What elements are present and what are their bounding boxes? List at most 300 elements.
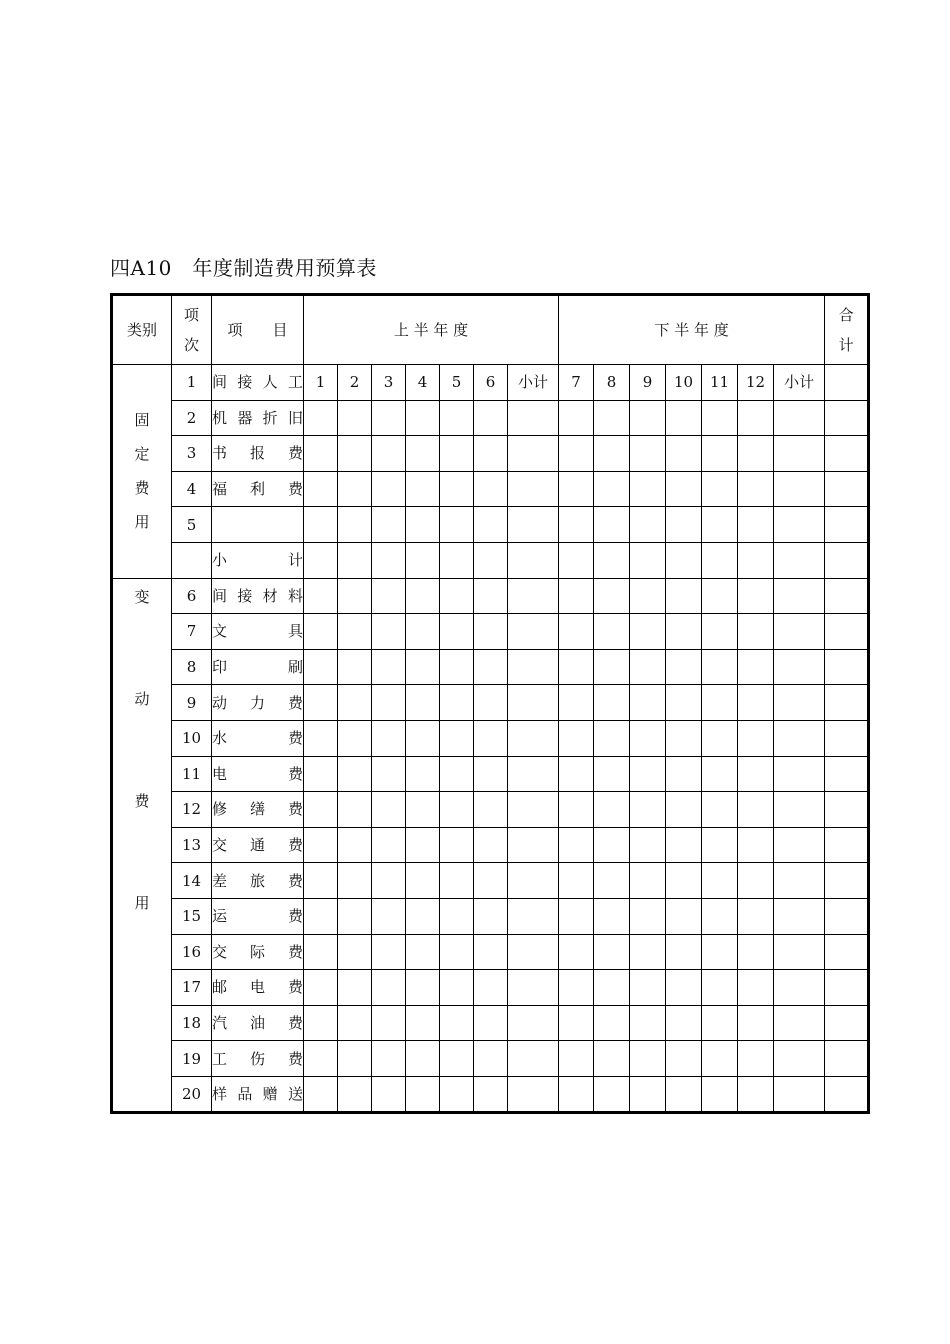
- value-cell[interactable]: [702, 720, 738, 756]
- value-cell[interactable]: [738, 863, 774, 899]
- value-cell[interactable]: [372, 1005, 406, 1041]
- value-cell[interactable]: [738, 898, 774, 934]
- value-cell[interactable]: [508, 756, 559, 792]
- value-cell[interactable]: [338, 1041, 372, 1077]
- value-cell[interactable]: [372, 827, 406, 863]
- value-cell[interactable]: [630, 898, 666, 934]
- value-cell[interactable]: [508, 649, 559, 685]
- value-cell[interactable]: [666, 827, 702, 863]
- value-cell[interactable]: [702, 507, 738, 543]
- value-cell[interactable]: [666, 792, 702, 828]
- value-cell[interactable]: [594, 614, 630, 650]
- value-cell[interactable]: [304, 898, 338, 934]
- value-cell[interactable]: [559, 792, 594, 828]
- value-cell[interactable]: [474, 1076, 508, 1113]
- value-cell[interactable]: [508, 863, 559, 899]
- value-cell[interactable]: [774, 970, 825, 1006]
- value-cell[interactable]: [338, 934, 372, 970]
- value-cell[interactable]: [594, 400, 630, 436]
- value-cell[interactable]: [559, 436, 594, 472]
- value-cell[interactable]: [440, 436, 474, 472]
- value-cell[interactable]: [304, 507, 338, 543]
- value-cell[interactable]: [594, 685, 630, 721]
- total-cell[interactable]: [825, 365, 869, 401]
- value-cell[interactable]: [474, 934, 508, 970]
- value-cell[interactable]: [825, 471, 869, 507]
- value-cell[interactable]: [774, 436, 825, 472]
- value-cell[interactable]: [630, 1076, 666, 1113]
- value-cell[interactable]: [338, 720, 372, 756]
- value-cell[interactable]: [304, 756, 338, 792]
- value-cell[interactable]: [372, 578, 406, 614]
- value-cell[interactable]: [338, 970, 372, 1006]
- value-cell[interactable]: [508, 685, 559, 721]
- value-cell[interactable]: [774, 400, 825, 436]
- value-cell[interactable]: [774, 649, 825, 685]
- value-cell[interactable]: [304, 436, 338, 472]
- value-cell[interactable]: [774, 507, 825, 543]
- value-cell[interactable]: [702, 578, 738, 614]
- value-cell[interactable]: [666, 863, 702, 899]
- value-cell[interactable]: [508, 827, 559, 863]
- value-cell[interactable]: [474, 1041, 508, 1077]
- value-cell[interactable]: [474, 400, 508, 436]
- value-cell[interactable]: [304, 863, 338, 899]
- value-cell[interactable]: [440, 756, 474, 792]
- value-cell[interactable]: [338, 863, 372, 899]
- value-cell[interactable]: [666, 898, 702, 934]
- value-cell[interactable]: [630, 827, 666, 863]
- value-cell[interactable]: [666, 1076, 702, 1113]
- value-cell[interactable]: [666, 1041, 702, 1077]
- value-cell[interactable]: [774, 578, 825, 614]
- value-cell[interactable]: [338, 756, 372, 792]
- value-cell[interactable]: [559, 649, 594, 685]
- value-cell[interactable]: [474, 863, 508, 899]
- value-cell[interactable]: [304, 720, 338, 756]
- value-cell[interactable]: [594, 792, 630, 828]
- value-cell[interactable]: [406, 471, 440, 507]
- value-cell[interactable]: [474, 970, 508, 1006]
- value-cell[interactable]: [474, 614, 508, 650]
- value-cell[interactable]: [825, 578, 869, 614]
- value-cell[interactable]: [406, 792, 440, 828]
- value-cell[interactable]: [474, 685, 508, 721]
- value-cell[interactable]: [702, 614, 738, 650]
- value-cell[interactable]: [440, 1005, 474, 1041]
- value-cell[interactable]: [508, 898, 559, 934]
- value-cell[interactable]: [702, 542, 738, 578]
- value-cell[interactable]: [440, 471, 474, 507]
- value-cell[interactable]: [666, 934, 702, 970]
- value-cell[interactable]: [508, 436, 559, 472]
- value-cell[interactable]: [702, 1041, 738, 1077]
- value-cell[interactable]: [372, 400, 406, 436]
- value-cell[interactable]: [440, 649, 474, 685]
- value-cell[interactable]: [372, 970, 406, 1006]
- value-cell[interactable]: [406, 578, 440, 614]
- value-cell[interactable]: [338, 792, 372, 828]
- value-cell[interactable]: [372, 542, 406, 578]
- value-cell[interactable]: [440, 720, 474, 756]
- value-cell[interactable]: [559, 542, 594, 578]
- value-cell[interactable]: [630, 400, 666, 436]
- value-cell[interactable]: [738, 1005, 774, 1041]
- value-cell[interactable]: [440, 685, 474, 721]
- value-cell[interactable]: [630, 1005, 666, 1041]
- value-cell[interactable]: [702, 1005, 738, 1041]
- value-cell[interactable]: [702, 827, 738, 863]
- value-cell[interactable]: [825, 827, 869, 863]
- value-cell[interactable]: [559, 1005, 594, 1041]
- value-cell[interactable]: [666, 720, 702, 756]
- value-cell[interactable]: [666, 685, 702, 721]
- value-cell[interactable]: [630, 578, 666, 614]
- value-cell[interactable]: [508, 542, 559, 578]
- value-cell[interactable]: [338, 578, 372, 614]
- value-cell[interactable]: [372, 649, 406, 685]
- value-cell[interactable]: [825, 1041, 869, 1077]
- value-cell[interactable]: [825, 400, 869, 436]
- value-cell[interactable]: [304, 1076, 338, 1113]
- value-cell[interactable]: [338, 507, 372, 543]
- value-cell[interactable]: [774, 1041, 825, 1077]
- value-cell[interactable]: [559, 507, 594, 543]
- value-cell[interactable]: [474, 720, 508, 756]
- value-cell[interactable]: [559, 614, 594, 650]
- value-cell[interactable]: [825, 542, 869, 578]
- value-cell[interactable]: [559, 1041, 594, 1077]
- value-cell[interactable]: [338, 614, 372, 650]
- value-cell[interactable]: [738, 507, 774, 543]
- value-cell[interactable]: [338, 685, 372, 721]
- value-cell[interactable]: [508, 400, 559, 436]
- value-cell[interactable]: [440, 827, 474, 863]
- value-cell[interactable]: [702, 436, 738, 472]
- value-cell[interactable]: [630, 436, 666, 472]
- value-cell[interactable]: [304, 1005, 338, 1041]
- value-cell[interactable]: [440, 898, 474, 934]
- value-cell[interactable]: [702, 898, 738, 934]
- value-cell[interactable]: [738, 614, 774, 650]
- value-cell[interactable]: [508, 507, 559, 543]
- value-cell[interactable]: [702, 649, 738, 685]
- value-cell[interactable]: [774, 863, 825, 899]
- value-cell[interactable]: [738, 649, 774, 685]
- value-cell[interactable]: [594, 863, 630, 899]
- value-cell[interactable]: [508, 934, 559, 970]
- value-cell[interactable]: [825, 863, 869, 899]
- value-cell[interactable]: [702, 863, 738, 899]
- value-cell[interactable]: [738, 827, 774, 863]
- value-cell[interactable]: [508, 792, 559, 828]
- value-cell[interactable]: [406, 720, 440, 756]
- value-cell[interactable]: [630, 471, 666, 507]
- value-cell[interactable]: [630, 685, 666, 721]
- value-cell[interactable]: [304, 970, 338, 1006]
- value-cell[interactable]: [559, 720, 594, 756]
- value-cell[interactable]: [825, 507, 869, 543]
- value-cell[interactable]: [774, 756, 825, 792]
- value-cell[interactable]: [738, 1041, 774, 1077]
- value-cell[interactable]: [474, 898, 508, 934]
- value-cell[interactable]: [559, 970, 594, 1006]
- value-cell[interactable]: [702, 970, 738, 1006]
- value-cell[interactable]: [738, 792, 774, 828]
- value-cell[interactable]: [440, 614, 474, 650]
- value-cell[interactable]: [440, 1041, 474, 1077]
- value-cell[interactable]: [440, 578, 474, 614]
- value-cell[interactable]: [738, 685, 774, 721]
- value-cell[interactable]: [594, 542, 630, 578]
- value-cell[interactable]: [304, 934, 338, 970]
- value-cell[interactable]: [508, 720, 559, 756]
- value-cell[interactable]: [738, 578, 774, 614]
- value-cell[interactable]: [372, 1041, 406, 1077]
- value-cell[interactable]: [738, 720, 774, 756]
- value-cell[interactable]: [825, 720, 869, 756]
- value-cell[interactable]: [630, 614, 666, 650]
- value-cell[interactable]: [774, 934, 825, 970]
- value-cell[interactable]: [702, 756, 738, 792]
- value-cell[interactable]: [508, 1041, 559, 1077]
- value-cell[interactable]: [304, 471, 338, 507]
- value-cell[interactable]: [304, 542, 338, 578]
- value-cell[interactable]: [666, 507, 702, 543]
- value-cell[interactable]: [474, 471, 508, 507]
- value-cell[interactable]: [440, 934, 474, 970]
- value-cell[interactable]: [825, 685, 869, 721]
- value-cell[interactable]: [774, 720, 825, 756]
- value-cell[interactable]: [630, 720, 666, 756]
- value-cell[interactable]: [406, 934, 440, 970]
- value-cell[interactable]: [372, 756, 406, 792]
- value-cell[interactable]: [372, 1076, 406, 1113]
- value-cell[interactable]: [702, 400, 738, 436]
- value-cell[interactable]: [372, 614, 406, 650]
- value-cell[interactable]: [440, 970, 474, 1006]
- value-cell[interactable]: [440, 542, 474, 578]
- value-cell[interactable]: [474, 649, 508, 685]
- value-cell[interactable]: [338, 827, 372, 863]
- value-cell[interactable]: [825, 898, 869, 934]
- value-cell[interactable]: [666, 471, 702, 507]
- value-cell[interactable]: [594, 1076, 630, 1113]
- value-cell[interactable]: [440, 400, 474, 436]
- value-cell[interactable]: [594, 436, 630, 472]
- value-cell[interactable]: [666, 542, 702, 578]
- value-cell[interactable]: [559, 471, 594, 507]
- value-cell[interactable]: [559, 1076, 594, 1113]
- value-cell[interactable]: [406, 898, 440, 934]
- value-cell[interactable]: [559, 898, 594, 934]
- value-cell[interactable]: [440, 507, 474, 543]
- value-cell[interactable]: [304, 649, 338, 685]
- value-cell[interactable]: [508, 970, 559, 1006]
- value-cell[interactable]: [774, 542, 825, 578]
- value-cell[interactable]: [825, 970, 869, 1006]
- value-cell[interactable]: [594, 471, 630, 507]
- value-cell[interactable]: [406, 400, 440, 436]
- value-cell[interactable]: [774, 614, 825, 650]
- value-cell[interactable]: [372, 863, 406, 899]
- value-cell[interactable]: [406, 649, 440, 685]
- value-cell[interactable]: [666, 400, 702, 436]
- value-cell[interactable]: [666, 436, 702, 472]
- value-cell[interactable]: [774, 898, 825, 934]
- value-cell[interactable]: [559, 827, 594, 863]
- value-cell[interactable]: [372, 436, 406, 472]
- value-cell[interactable]: [738, 1076, 774, 1113]
- value-cell[interactable]: [594, 970, 630, 1006]
- value-cell[interactable]: [666, 649, 702, 685]
- value-cell[interactable]: [774, 1076, 825, 1113]
- value-cell[interactable]: [474, 756, 508, 792]
- value-cell[interactable]: [338, 1076, 372, 1113]
- value-cell[interactable]: [474, 792, 508, 828]
- value-cell[interactable]: [630, 863, 666, 899]
- value-cell[interactable]: [406, 542, 440, 578]
- value-cell[interactable]: [594, 1041, 630, 1077]
- value-cell[interactable]: [774, 685, 825, 721]
- value-cell[interactable]: [406, 1076, 440, 1113]
- value-cell[interactable]: [474, 1005, 508, 1041]
- value-cell[interactable]: [666, 1005, 702, 1041]
- value-cell[interactable]: [630, 542, 666, 578]
- value-cell[interactable]: [702, 685, 738, 721]
- value-cell[interactable]: [304, 614, 338, 650]
- value-cell[interactable]: [559, 685, 594, 721]
- value-cell[interactable]: [666, 756, 702, 792]
- value-cell[interactable]: [304, 792, 338, 828]
- value-cell[interactable]: [825, 1076, 869, 1113]
- value-cell[interactable]: [559, 863, 594, 899]
- value-cell[interactable]: [372, 507, 406, 543]
- value-cell[interactable]: [372, 934, 406, 970]
- value-cell[interactable]: [406, 970, 440, 1006]
- value-cell[interactable]: [825, 649, 869, 685]
- value-cell[interactable]: [372, 720, 406, 756]
- value-cell[interactable]: [304, 1041, 338, 1077]
- value-cell[interactable]: [825, 436, 869, 472]
- value-cell[interactable]: [594, 649, 630, 685]
- value-cell[interactable]: [372, 792, 406, 828]
- value-cell[interactable]: [406, 1041, 440, 1077]
- value-cell[interactable]: [338, 649, 372, 685]
- value-cell[interactable]: [406, 1005, 440, 1041]
- value-cell[interactable]: [774, 471, 825, 507]
- value-cell[interactable]: [594, 578, 630, 614]
- value-cell[interactable]: [559, 578, 594, 614]
- value-cell[interactable]: [440, 863, 474, 899]
- value-cell[interactable]: [774, 1005, 825, 1041]
- value-cell[interactable]: [594, 934, 630, 970]
- value-cell[interactable]: [630, 1041, 666, 1077]
- value-cell[interactable]: [738, 934, 774, 970]
- value-cell[interactable]: [338, 1005, 372, 1041]
- value-cell[interactable]: [406, 436, 440, 472]
- value-cell[interactable]: [630, 649, 666, 685]
- value-cell[interactable]: [508, 614, 559, 650]
- value-cell[interactable]: [372, 471, 406, 507]
- value-cell[interactable]: [474, 578, 508, 614]
- value-cell[interactable]: [738, 471, 774, 507]
- value-cell[interactable]: [738, 436, 774, 472]
- value-cell[interactable]: [474, 827, 508, 863]
- value-cell[interactable]: [406, 614, 440, 650]
- value-cell[interactable]: [594, 720, 630, 756]
- value-cell[interactable]: [594, 827, 630, 863]
- value-cell[interactable]: [738, 400, 774, 436]
- value-cell[interactable]: [440, 792, 474, 828]
- value-cell[interactable]: [406, 507, 440, 543]
- value-cell[interactable]: [406, 685, 440, 721]
- value-cell[interactable]: [825, 614, 869, 650]
- value-cell[interactable]: [338, 471, 372, 507]
- value-cell[interactable]: [594, 898, 630, 934]
- value-cell[interactable]: [338, 400, 372, 436]
- value-cell[interactable]: [594, 1005, 630, 1041]
- value-cell[interactable]: [508, 471, 559, 507]
- value-cell[interactable]: [630, 792, 666, 828]
- value-cell[interactable]: [738, 970, 774, 1006]
- value-cell[interactable]: [666, 614, 702, 650]
- value-cell[interactable]: [406, 756, 440, 792]
- value-cell[interactable]: [406, 863, 440, 899]
- value-cell[interactable]: [666, 578, 702, 614]
- value-cell[interactable]: [338, 898, 372, 934]
- value-cell[interactable]: [738, 542, 774, 578]
- value-cell[interactable]: [702, 1076, 738, 1113]
- value-cell[interactable]: [702, 934, 738, 970]
- value-cell[interactable]: [825, 756, 869, 792]
- value-cell[interactable]: [440, 1076, 474, 1113]
- value-cell[interactable]: [594, 756, 630, 792]
- value-cell[interactable]: [774, 792, 825, 828]
- value-cell[interactable]: [774, 827, 825, 863]
- value-cell[interactable]: [594, 507, 630, 543]
- value-cell[interactable]: [508, 578, 559, 614]
- value-cell[interactable]: [508, 1076, 559, 1113]
- value-cell[interactable]: [474, 542, 508, 578]
- value-cell[interactable]: [666, 970, 702, 1006]
- value-cell[interactable]: [825, 792, 869, 828]
- value-cell[interactable]: [304, 685, 338, 721]
- value-cell[interactable]: [702, 471, 738, 507]
- value-cell[interactable]: [825, 1005, 869, 1041]
- value-cell[interactable]: [372, 898, 406, 934]
- value-cell[interactable]: [406, 827, 440, 863]
- value-cell[interactable]: [559, 934, 594, 970]
- value-cell[interactable]: [630, 934, 666, 970]
- value-cell[interactable]: [738, 756, 774, 792]
- value-cell[interactable]: [304, 827, 338, 863]
- value-cell[interactable]: [304, 578, 338, 614]
- value-cell[interactable]: [630, 970, 666, 1006]
- value-cell[interactable]: [630, 756, 666, 792]
- value-cell[interactable]: [825, 934, 869, 970]
- value-cell[interactable]: [338, 436, 372, 472]
- value-cell[interactable]: [559, 756, 594, 792]
- value-cell[interactable]: [338, 542, 372, 578]
- value-cell[interactable]: [508, 1005, 559, 1041]
- value-cell[interactable]: [474, 436, 508, 472]
- value-cell[interactable]: [559, 400, 594, 436]
- value-cell[interactable]: [474, 507, 508, 543]
- value-cell[interactable]: [702, 792, 738, 828]
- value-cell[interactable]: [372, 685, 406, 721]
- value-cell[interactable]: [304, 400, 338, 436]
